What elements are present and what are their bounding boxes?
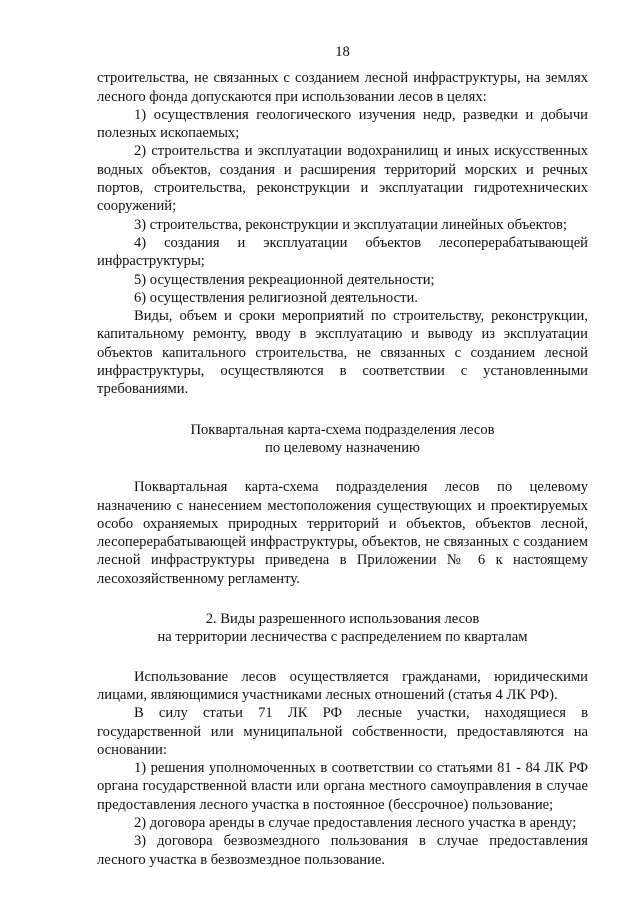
section-heading-map [97, 421, 588, 458]
list-item-1: 1) осуществления геологического изучения недр, разведки и добычи полезных ископаемых; [97, 106, 588, 142]
section-heading-2 [97, 610, 588, 647]
section2-paragraph-4: 2) договора аренды в случае предоставления лесного участка в аренду; [134, 814, 577, 831]
section-heading-2-line1: 2. Виды разрешенного использования лесов [205, 611, 480, 628]
list-item-6: 6) осуществления религиозной деятельности. [134, 289, 418, 306]
list-item-3: 3) строительства, реконструкции и эксплуатации линейных объектов; [134, 216, 567, 233]
section-heading-2-line2: на территории лесничества с распределением по кварталам [157, 629, 528, 646]
list-item-2: 2) строительства и эксплуатации водохранилищ и иных искусственных водных объектов, создания и расширения территорий морских и речных портов, строительства, реконструкции и эксплуатации гидротехнических сооружений; [97, 143, 588, 215]
section2-paragraph-5: 3) договора безвозмездного пользования в случае предоставления лесного участка в безвозмездное пользование. [97, 833, 588, 868]
section-heading-map-line1: Поквартальная карта-схема подразделения лесов [190, 421, 495, 438]
intro-paragraph: строительства, не связанных с созданием лесной инфраструктуры, на землях лесного фонда допускаются при использовании лесов в целях: [97, 70, 588, 105]
section2-paragraph-2: В силу статьи 71 ЛК РФ лесные участки, находящиеся в государственной или муниципальной собственности, предоставляются на основании: [97, 705, 588, 758]
list-item-4: 4) создания и эксплуатации объектов лесоперерабатывающей инфраструктуры; [97, 234, 588, 270]
section2-paragraph-3: 1) решения уполномоченных в соответствии со статьями 81 - 84 ЛК РФ органа государственной власти или органа местного самоуправления в случае предоставления лесного участка в постоянное (бессрочное) пользование; [97, 760, 588, 813]
page-number: 18 [335, 44, 350, 60]
section2-paragraph-1: Использование лесов осуществляется гражданами, юридическими лицами, являющимися участниками лесных отношений (статья 4 ЛК РФ). [97, 668, 588, 703]
list-item-5: 5) осуществления рекреационной деятельности; [134, 271, 435, 288]
map-paragraph: Поквартальная карта-схема подразделения лесов по целевому назначению с нанесением местоположения существующих и проектируемых особо охраняемых природных территорий и объектов, объектов лесной, лесоперерабатывающей инфраструктуры, объектов, не связанных с созданием лесной инфраструктуры приведена в Приложении № 6 к настоящему лесохозяйственному регламенту. [97, 479, 588, 587]
section-heading-map-line2: по целевому назначению [265, 439, 420, 456]
closing-paragraph: Виды, объем и сроки мероприятий по строительству, реконструкции, капитальному ремонту, вводу в эксплуатацию и выводу из эксплуатации объектов капитального строительства, не связанных с созданием лесной инфраструктуры, осуществляются в соответствии с установленными требованиями. [97, 308, 588, 398]
